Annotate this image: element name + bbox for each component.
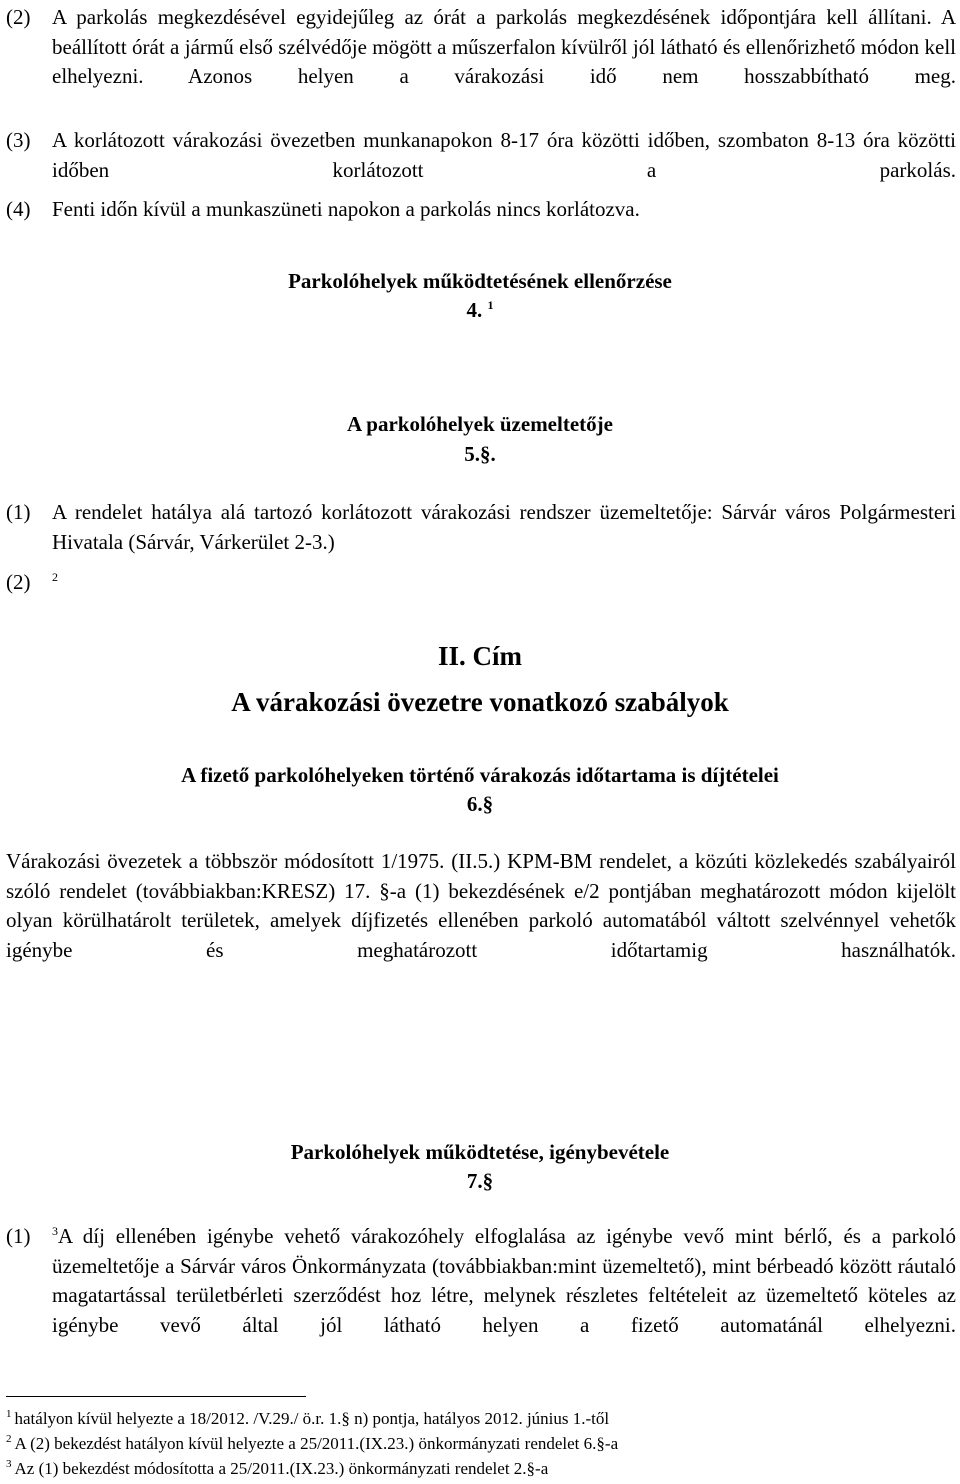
section-7-number: 7.§ bbox=[466, 1169, 494, 1193]
paragraph-number: (1) bbox=[6, 1224, 31, 1248]
paragraph-text: A korlátozott várakozási övezetben munkanapokon 8-17 óra közötti időben, szombaton 8-13 óra közötti időben korlátozott a parkolás. bbox=[52, 128, 956, 182]
section-7-paragraph-1 bbox=[6, 1222, 956, 1370]
paragraph-body bbox=[52, 1222, 956, 1370]
footnote-divider bbox=[6, 1396, 306, 1397]
section-6-title: A fizető parkolóhelyeken történő várakozás időtartama is díjtételei bbox=[181, 763, 779, 787]
paragraph-text: A díj ellenében igénybe vehető várakozóhely elfoglalása az igénybe vevő mint bérlő, és a parkoló üzemeltetője a Sárvár város Önkormányzata (továbbiakban:mint üzemeltető), mint bérbeadó között ráutaló magatartással területbérleti szerződést hoz létre, melynek részletes feltételeit az üzemeltető köteles az igénybe vevő által jól látható helyen a fizető automatánál elhelyezni. bbox=[52, 1224, 956, 1337]
section-6-number: 6.§ bbox=[466, 792, 494, 816]
section-7-title: Parkolóhelyek működtetése, igénybevétele bbox=[290, 1140, 670, 1164]
footnote-ref[interactable]: 1 bbox=[487, 298, 494, 312]
paragraph-text: A rendelet hatálya alá tartozó korlátozott várakozási rendszer üzemeltetője: Sárvár város Polgármesteri Hivatala (Sárvár, Várkerület 2-3.) bbox=[52, 500, 956, 554]
footnote-number: 2 bbox=[6, 1433, 12, 1446]
footnote-ref[interactable]: 2 bbox=[52, 570, 58, 584]
paragraph-number: (4) bbox=[6, 197, 31, 221]
footnote-1 bbox=[6, 1408, 609, 1430]
section-4-title: Parkolóhelyek működtetésének ellenőrzése bbox=[288, 269, 672, 293]
footnote-3 bbox=[6, 1458, 548, 1480]
paragraph-text bbox=[52, 568, 956, 598]
footnote-2 bbox=[6, 1433, 618, 1455]
chapter-label: II. Cím bbox=[437, 641, 522, 671]
paragraph-number: (2) bbox=[6, 5, 31, 29]
section-6-text: Várakozási övezetek a többször módosított 1/1975. (II.5.) KPM-BM rendelet, a közúti közlekedés szabályairól szóló rendelet (továbbiakban:KRESZ) 17. §-a (1) bekezdésének e/2 pontjában meghatározott módon kijelölt olyan körülhatárolt területek, amelyek díjfizetés ellenében parkoló automatából váltott szelvénnyel vehetők igénybe és meghatározott időtartamig használhatók. bbox=[6, 849, 956, 962]
section-number: 4. bbox=[466, 298, 483, 322]
section-5-paragraph-2 bbox=[6, 568, 956, 598]
paragraph-number: (1) bbox=[6, 500, 31, 524]
paragraph-4 bbox=[6, 195, 956, 225]
footnote-text: Az (1) bekezdést módosította a 25/2011.(IX.23.) önkormányzati rendelet 2.§-a bbox=[14, 1459, 549, 1478]
section-5-title: A parkolóhelyek üzemeltetője bbox=[347, 412, 613, 436]
chapter-title: A várakozási övezetre vonatkozó szabályok bbox=[231, 687, 729, 717]
section-5-number: 5.§. bbox=[464, 442, 496, 466]
paragraph-number: (2) bbox=[6, 570, 31, 594]
paragraph-text: A parkolás megkezdésével egyidejűleg az órát a parkolás megkezdésének időpontjára kell állítani. A beállított órát a jármű első szélvédője mögött a műszerfalon kívülről jól látható és ellenőrizhető módon kell elhelyezni. Azonos helyen a várakozási idő nem hosszabbítható meg. bbox=[52, 5, 956, 88]
paragraph-number: (3) bbox=[6, 128, 31, 152]
footnote-text: A (2) bekezdést hatályon kívül helyezte a 25/2011.(IX.23.) önkormányzati rendelet 6.§-a bbox=[14, 1434, 619, 1453]
paragraph-2 bbox=[6, 3, 956, 121]
paragraph-text: Fenti időn kívül a munkaszüneti napokon a parkolás nincs korlátozva. bbox=[52, 197, 640, 221]
section-5-paragraph-1 bbox=[6, 498, 956, 557]
footnote-number: 1 bbox=[6, 1408, 12, 1421]
section-4-number bbox=[0, 296, 960, 325]
footnote-text: hatályon kívül helyezte a 18/2012. /V.29./ ö.r. 1.§ n) pontja, hatályos 2012. június 1.-től bbox=[14, 1409, 610, 1428]
footnote-ref[interactable]: 3 bbox=[52, 1224, 58, 1238]
footnote-number: 3 bbox=[6, 1458, 12, 1471]
